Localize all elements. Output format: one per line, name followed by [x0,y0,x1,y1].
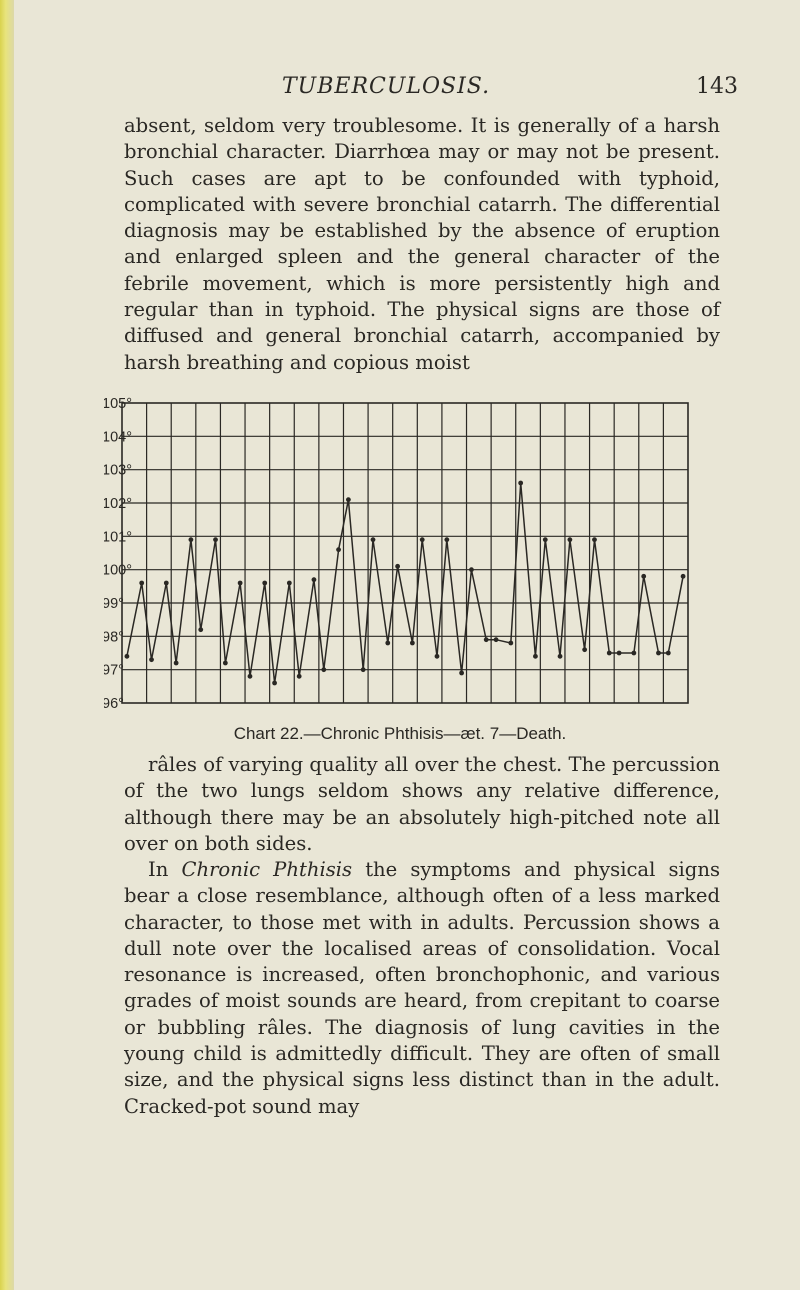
temperature-point [567,537,572,542]
temperature-point [484,637,489,642]
y-tick-label: 105° [104,396,132,412]
temperature-point [198,627,203,632]
temperature-line [127,483,683,683]
temperature-point [385,641,390,646]
y-tick-label: 96° [104,696,124,712]
temperature-point [508,641,513,646]
temperature-point [312,577,317,582]
chart-caption: Chart 22.—Chronic Phthisis—æt. 7—Death. [233,724,567,743]
temperature-point [125,654,130,659]
page-header [0,74,800,104]
temperature-point [262,581,267,586]
paragraph-2: râles of varying quality all over the chest. The percussion of the two lungs seldom shows any relative difference, although there may be an absolutely high-pitched note all over on both sides. [124,753,720,855]
temperature-point [395,564,400,569]
temperature-point [435,654,440,659]
temperature-point [189,537,194,542]
y-tick-label: 104° [104,429,132,446]
temperature-point [543,537,548,542]
y-tick-label: 100° [104,562,132,579]
temperature-point [297,674,302,679]
paragraph-3 [124,857,720,1120]
temperature-point [617,651,622,656]
y-tick-label: 98° [104,629,124,646]
temperature-chart-svg [104,395,704,725]
temperature-point [149,657,154,662]
temperature-point [607,651,612,656]
temperature-point [139,581,144,586]
temperature-point [641,574,646,579]
temperature-chart [104,395,704,725]
temperature-point [223,661,228,666]
temperature-point [592,537,597,542]
y-tick-label: 99° [104,596,124,612]
temperature-point [248,674,253,679]
chart-frame [122,403,688,703]
temperature-point [444,537,449,542]
page-number: 143 [696,74,738,99]
temperature-point [410,641,415,646]
temperature-point [361,667,366,672]
y-tick-label: 97° [104,662,124,679]
running-title: TUBERCULOSIS. [282,74,491,99]
temperature-point [371,537,376,542]
temperature-point [656,651,661,656]
y-tick-label: 101° [104,529,132,546]
temperature-point [631,651,636,656]
paragraph-1: absent, seldom very troublesome. It is generally of a harsh bronchial character. Diarrhœa may or may not be present. Such cases are apt to be confounded with typhoid, complicated with severe bronchial catarrh. The differential diagnosis may be established by the absence of eruption and enlarged spleen and the general character of the febrile movement, which is more persistently high and regular than in typhoid. The physical signs are those of diffused and general bronchial catarrh, accompanied by harsh breathing and copious moist [124,114,720,374]
temperature-point [518,481,523,486]
temperature-point [346,497,351,502]
temperature-point [420,537,425,542]
chart-grid [122,403,688,703]
temperature-point [287,581,292,586]
temperature-point [336,547,341,552]
temperature-point [558,654,563,659]
temperature-point [164,581,169,586]
temperature-point [321,667,326,672]
temperature-point [459,671,464,676]
temperature-point [174,661,179,666]
paragraph-3-lead: In [148,858,182,881]
temperature-point [238,581,243,586]
temperature-point [666,651,671,656]
paragraph-3-body: the symptoms and physical signs bear a close resemblance, although often of a less marked character, to those met with in adults. Percussion shows a dull note over the localised areas of consolidation. Vocal resonance is increased, often bronchophonic, and various grades of moist sounds are heard, from crepitant to coarse or bubbling râles. The diagnosis of lung cavities in the young child is admittedly difficult. They are often of small size, and the physical signs less distinct than in the adult. Cracked-pot sound may [124,858,721,1118]
y-tick-label: 103° [104,462,132,479]
y-tick-label: 102° [104,496,132,512]
temperature-point [494,637,499,642]
temperature-point [533,654,538,659]
chart-series [125,481,686,686]
temperature-point [272,681,277,686]
temperature-point [213,537,218,542]
page-gutter-edge [0,0,14,1290]
temperature-point [582,647,587,652]
chart-y-ticks [104,396,132,712]
temperature-point [469,567,474,572]
temperature-point [681,574,686,579]
paragraph-3-term: Chronic Phthisis [181,858,353,881]
